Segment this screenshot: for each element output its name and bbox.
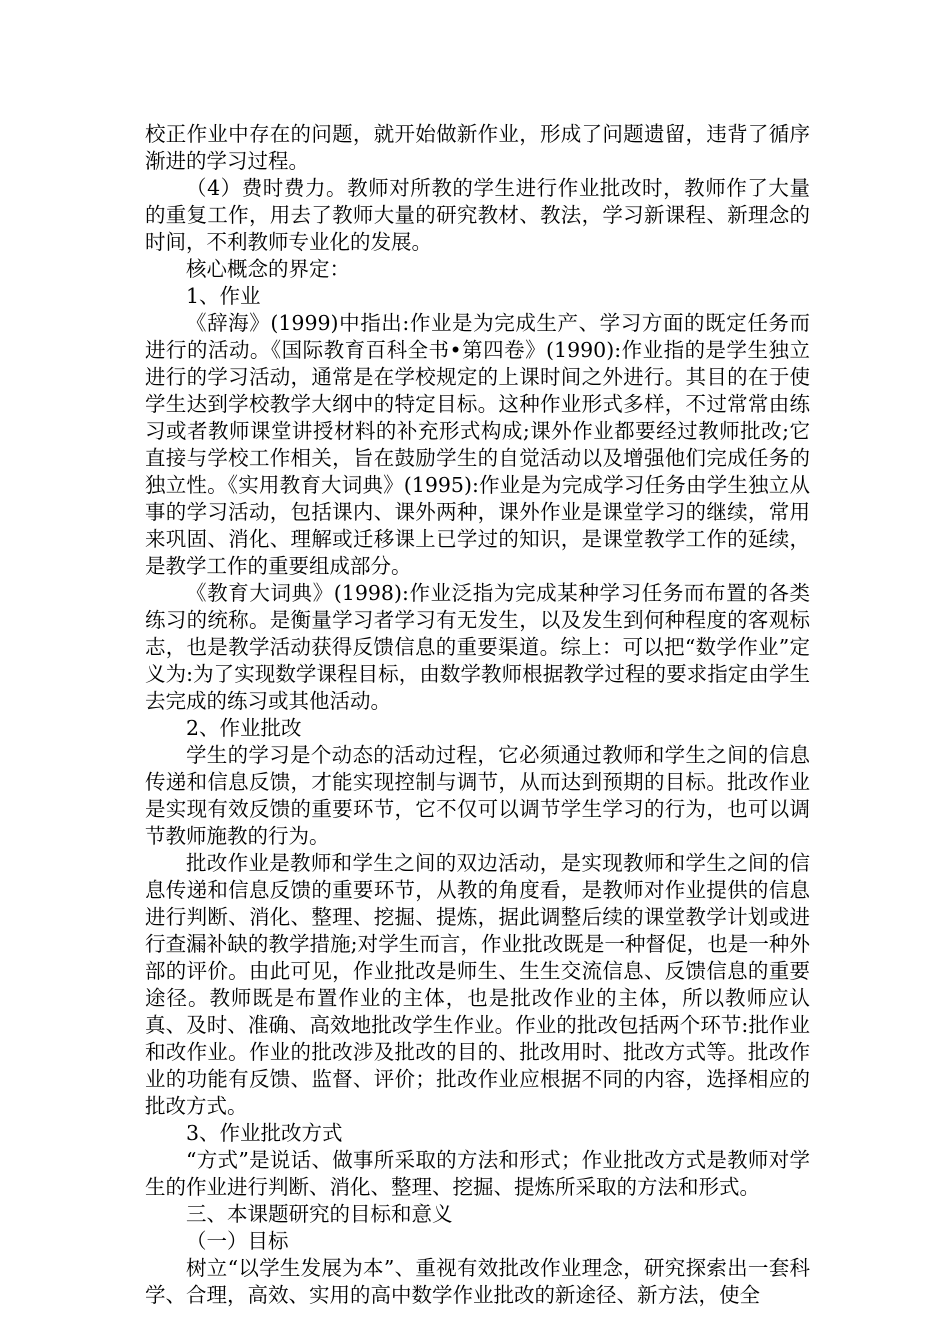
heading-goals: （一）目标 [186, 1229, 289, 1253]
heading-core-concepts: 核心概念的界定： [186, 257, 350, 281]
paragraph-correction-activity: 批改作业是教师和学生之间的双边活动，是实现教师和学生之间的信息传递和信息反馈的重要环节，从教的角度看，是教师对作业提供的信息进行判断、消化、整理、挖掘、提炼，据此调整后续的课堂教学计划或进行查漏补缺的教学措施;对学生而言，作业批改既是一种督促，也是一种外部的评价。由此可见，作业批改是师生、生生交流信息、反馈信息的重要途径。教师既是布置作业的主体，也是批改作业的主体，所以教师应认真、及时、准确、高效地批改学生作业。作业的批改包括两个环节:批作业和改作业。作业的批改涉及批改的目的、批改用时、批改方式等。批改作业的功能有反馈、监督、评价；批改作业应根据不同的内容，选择相应的批改方式。 [145, 851, 810, 1118]
paragraph-continuation: 校正作业中存在的问题，就开始做新作业，形成了问题遗留，违背了循序渐进的学习过程。 [145, 122, 810, 173]
paragraph-goals-text: 树立“以学生发展为本”、重视有效批改作业理念，研究探索出一套科学、合理，高效、实用的高中数学作业批改的新途径、新方法，使全 [145, 1256, 810, 1307]
paragraph-learning-process: 学生的学习是个动态的活动过程，它必须通过教师和学生之间的信息传递和信息反馈，才能实现控制与调节，从而达到预期的目标。批改作业是实现有效反馈的重要环节，它不仅可以调节学生学习的行为，也可以调节教师施教的行为。 [145, 743, 810, 848]
paragraph-homework-definitions: 《辞海》(1999)中指出:作业是为完成生产、学习方面的既定任务而进行的活动。《国际教育百科全书•第四卷》(1990):作业指的是学生独立进行的学习活动，通常是在学校规定的上课时间之外进行。其目的在于使学生达到学校教学大纲中的特定目标。这种作业形式多样，不过常常由练习或者教师课堂讲授材料的补充形式构成;课外作业都要经过教师批改;它直接与学校工作相关，旨在鼓励学生的自觉活动以及增强他们完成任务的独立性。《实用教育大词典》(1995):作业是为完成学习任务由学生独立从事的学习活动，包括课内、课外两种，课外作业是课堂学习的继续，常用来巩固、消化、理解或迁移课上已学过的知识，是课堂教学工作的延续，是教学工作的重要组成部分。 [145, 311, 810, 578]
heading-research-goals: 三、本课题研究的目标和意义 [186, 1202, 453, 1226]
heading-homework-correction: 2、作业批改 [186, 716, 302, 740]
document-page [145, 121, 810, 1309]
paragraph-education-dictionary: 《教育大词典》(1998):作业泛指为完成某种学习任务而布置的各类练习的统称。是衡量学习者学习有无发生，以及发生到何种程度的客观标志，也是教学活动获得反馈信息的重要渠道。综上：可以把“数学作业”定义为:为了实现数学课程目标，由数学教师根据教学过程的要求指定由学生去完成的练习或其他活动。 [145, 581, 810, 713]
heading-homework: 1、作业 [186, 284, 261, 308]
heading-correction-methods: 3、作业批改方式 [186, 1121, 343, 1145]
paragraph-methods-definition: “方式”是说话、做事所采取的方法和形式；作业批改方式是教师对学生的作业进行判断、消化、整理、挖掘、提炼所采取的方法和形式。 [145, 1148, 810, 1199]
paragraph-time-cost: （4）费时费力。教师对所教的学生进行作业批改时，教师作了大量的重复工作，用去了教师大量的研究教材、教法，学习新课程、新理念的时间，不利教师专业化的发展。 [145, 176, 810, 254]
